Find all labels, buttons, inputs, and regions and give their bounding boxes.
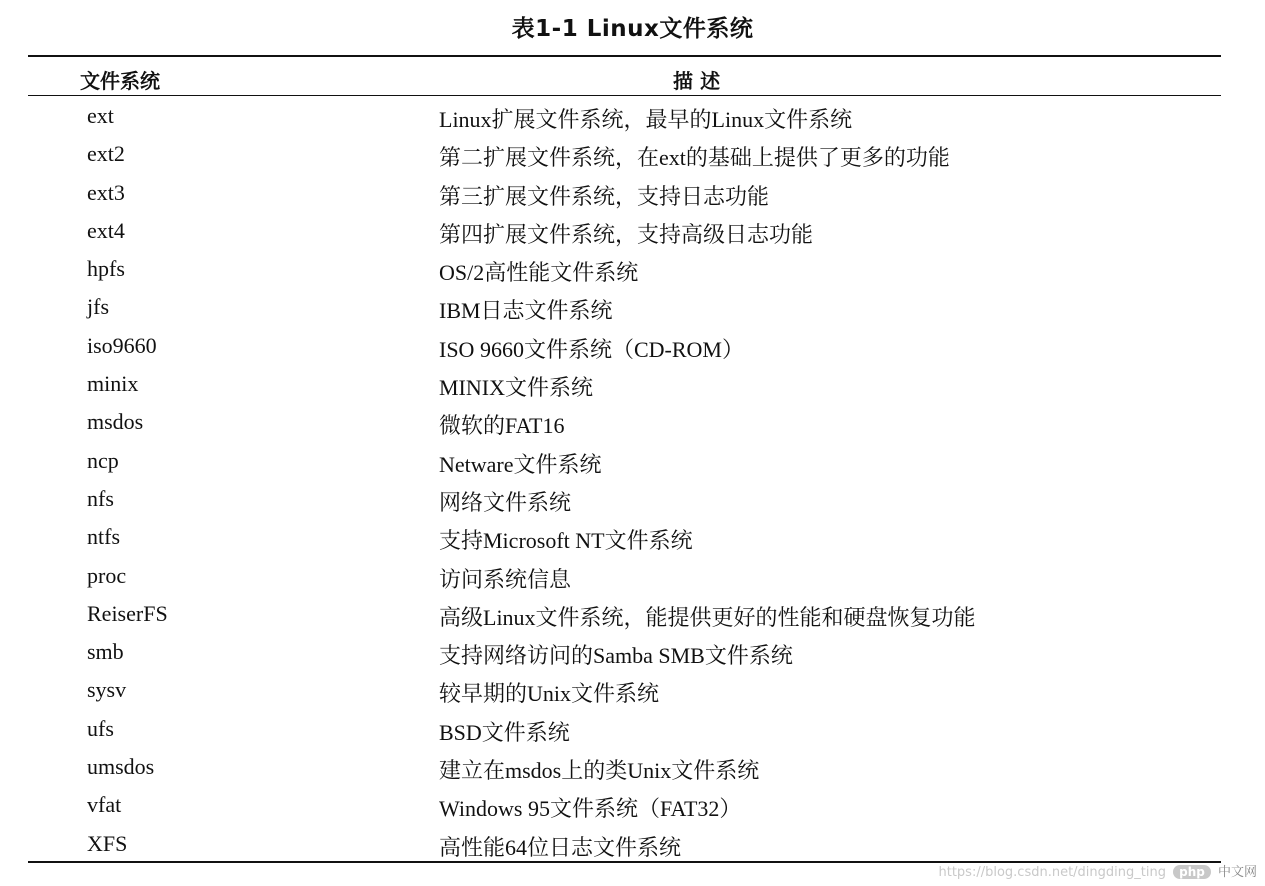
- header-rule: [28, 95, 1221, 96]
- filesystem-description: Linux扩展文件系统，最早的Linux文件系统: [439, 107, 853, 132]
- table-row: [28, 481, 1221, 519]
- filesystem-name: umsdos: [87, 754, 155, 780]
- table-body: [28, 98, 1221, 864]
- filesystem-name: sysv: [87, 677, 127, 703]
- filesystem-name: ufs: [87, 715, 114, 741]
- filesystem-name: proc: [87, 562, 127, 588]
- filesystem-name: ext3: [87, 179, 125, 205]
- table-row: [28, 787, 1221, 825]
- filesystem-name: minix: [87, 371, 139, 397]
- header-filesystem: 文件系统: [80, 69, 160, 93]
- filesystem-description: MINIX文件系统: [439, 375, 593, 401]
- watermark-site: 中文网: [1217, 865, 1257, 880]
- table-row: [28, 213, 1221, 251]
- watermark: [939, 861, 1258, 880]
- filesystem-description: 网络文件系统: [439, 489, 572, 515]
- filesystem-description: 访问系统信息: [439, 566, 572, 592]
- filesystem-name: iso9660: [87, 332, 157, 358]
- filesystem-description: 建立在msdos上的类Unix文件系统: [439, 758, 760, 784]
- table-row: [28, 749, 1221, 787]
- filesystem-description: 第二扩展文件系统，在ext的基础上提供了更多的功能: [439, 145, 950, 171]
- table-row: [28, 251, 1221, 289]
- table-row: [28, 366, 1221, 404]
- filesystem-description: 支持网络访问的Samba SMB文件系统: [439, 643, 793, 669]
- header-row: [28, 57, 1221, 95]
- filesystem-description: ISO 9660文件系统（CD-ROM）: [439, 336, 744, 362]
- filesystem-description: 第四扩展文件系统，支持高级日志功能: [439, 221, 814, 247]
- table-row: [28, 175, 1221, 213]
- filesystem-description: 第三扩展文件系统，支持日志功能: [439, 183, 770, 209]
- filesystem-name: ncp: [87, 447, 119, 473]
- table-row: [28, 519, 1221, 557]
- watermark-url: https://blog.csdn.net/dingding_ting: [938, 865, 1166, 880]
- table-row: [28, 558, 1221, 596]
- filesystem-name: ext4: [87, 217, 125, 243]
- filesystem-description: 支持Microsoft NT文件系统: [439, 528, 693, 554]
- table-row: [28, 404, 1221, 442]
- table-row: [28, 596, 1221, 634]
- filesystem-description: IBM日志文件系统: [439, 298, 613, 324]
- table-row: [28, 136, 1221, 174]
- watermark-logo: php: [1173, 865, 1211, 879]
- header-description: 描 述: [673, 69, 721, 93]
- filesystem-name: ReiserFS: [87, 600, 168, 626]
- table-header: [28, 55, 1221, 96]
- filesystem-description: 高性能64位日志文件系统: [439, 834, 682, 860]
- table-caption: 表1-1 Linux文件系统: [511, 16, 754, 42]
- filesystem-description: Windows 95文件系统（FAT32）: [439, 796, 742, 822]
- filesystem-description: BSD文件系统: [439, 719, 570, 745]
- filesystem-name: hpfs: [87, 256, 125, 282]
- filesystem-name: nfs: [87, 485, 114, 511]
- filesystem-name: jfs: [87, 294, 109, 320]
- table-row: [28, 826, 1221, 864]
- table-row: [28, 634, 1221, 672]
- table-row: [28, 289, 1221, 327]
- filesystem-description: 微软的FAT16: [439, 413, 565, 439]
- table-row: [28, 711, 1221, 749]
- filesystem-description: 较早期的Unix文件系统: [439, 681, 660, 707]
- table-row: [28, 443, 1221, 481]
- filesystem-name: msdos: [87, 409, 144, 435]
- filesystem-description: OS/2高性能文件系统: [439, 260, 639, 286]
- filesystem-description: 高级Linux文件系统，能提供更好的性能和硬盘恢复功能: [439, 604, 976, 630]
- filesystem-description: Netware文件系统: [439, 451, 602, 477]
- filesystem-name: smb: [87, 639, 124, 665]
- filesystem-name: ntfs: [87, 524, 120, 550]
- filesystem-name: ext: [87, 103, 114, 128]
- filesystem-name: vfat: [87, 792, 122, 818]
- table-row: [28, 98, 1221, 136]
- table-row: [28, 328, 1221, 366]
- filesystem-name: ext2: [87, 141, 125, 167]
- table-row: [28, 672, 1221, 710]
- filesystem-name: XFS: [87, 830, 128, 856]
